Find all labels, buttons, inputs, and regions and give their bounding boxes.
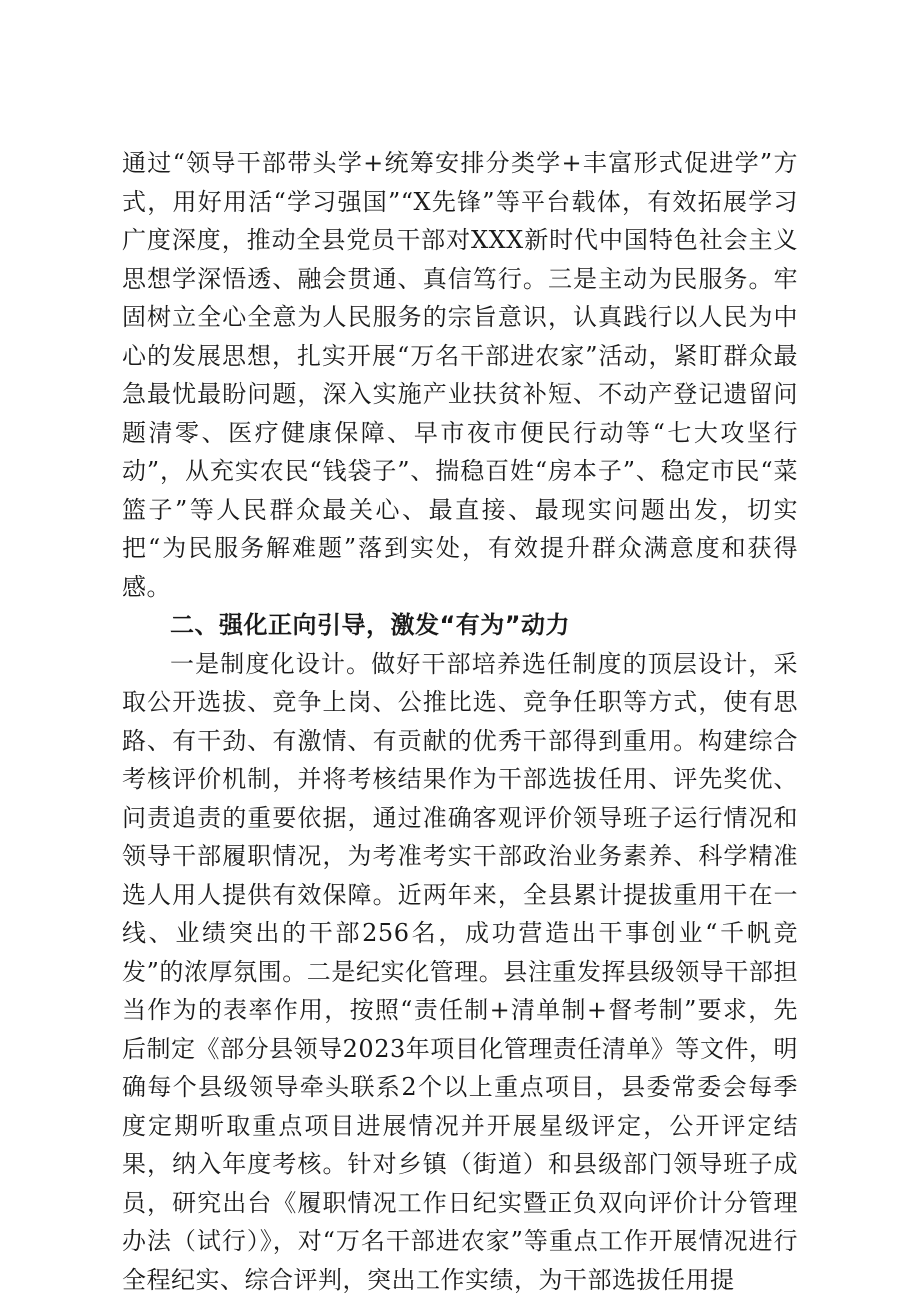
body-paragraph-2: 一是制度化设计。做好干部培养选任制度的顶层设计，采取公开选拔、竞争上岗、公推比选、竞争任职等方式，使有思路、有干劲、有激情、有贡献的优秀干部得到重用。构建综合考核评价机制，并将考核结果作为干部选拔任用、评先奖优、问责追责的重要依据，通过准确客观评价领导班子运行情况和领导干部履职情况，为考准考实干部政治业务素养、科学精准选人用人提供有效保障。近两年来，全县累计提拔重用干在一线、业绩突出的干部256名，成功营造出干事创业“千帆竞发”的浓厚氛围。二是纪实化管理。县注重发挥县级领导干部担当作为的表率作用，按照“责任制+清单制+督考制”要求，先后制定《部分县领导2023年项目化管理责任清单》等文件，明确每个县级领导牵头联系2个以上重点项目，县委常委会每季度定期听取重点项目进展情况并开展星级评定，公开评定结果，纳入年度考核。针对乡镇（街道）和县级部门领导班子成员，研究出台《履职情况工作日纪实暨正负双向评价计分管理办法（试行）》，对“万名干部进农家”等重点工作开展情况进行全程纪实、综合评判，突出工作实绩，为干部选拔任用提 — [122, 645, 798, 1299]
body-paragraph-1: 通过“领导干部带头学+统筹安排分类学+丰富形式促进学”方式，用好用活“学习强国”“X先锋”等平台载体，有效拓展学习广度深度，推动全县党员干部对XXX新时代中国特色社会主义思想学深悟透、融会贯通、真信笃行。三是主动为民服务。牢固树立全心全意为人民服务的宗旨意识，认真践行以人民为中心的发展思想，扎实开展“万名干部进农家”活动，紧盯群众最急最忧最盼问题，深入实施产业扶贫补短、不动产登记遗留问题清零、医疗健康保障、早市夜市便民行动等“七大攻坚行动”，从充实农民“钱袋子”、揣稳百姓“房本子”、稳定市民“菜篮子”等人民群众最关心、最直接、最现实问题出发，切实把“为民服务解难题”落到实处，有效提升群众满意度和获得感。 — [122, 144, 798, 606]
document-page — [122, 144, 798, 1299]
section-heading-2: 二、强化正向引导，激发“有为”动力 — [122, 606, 798, 645]
